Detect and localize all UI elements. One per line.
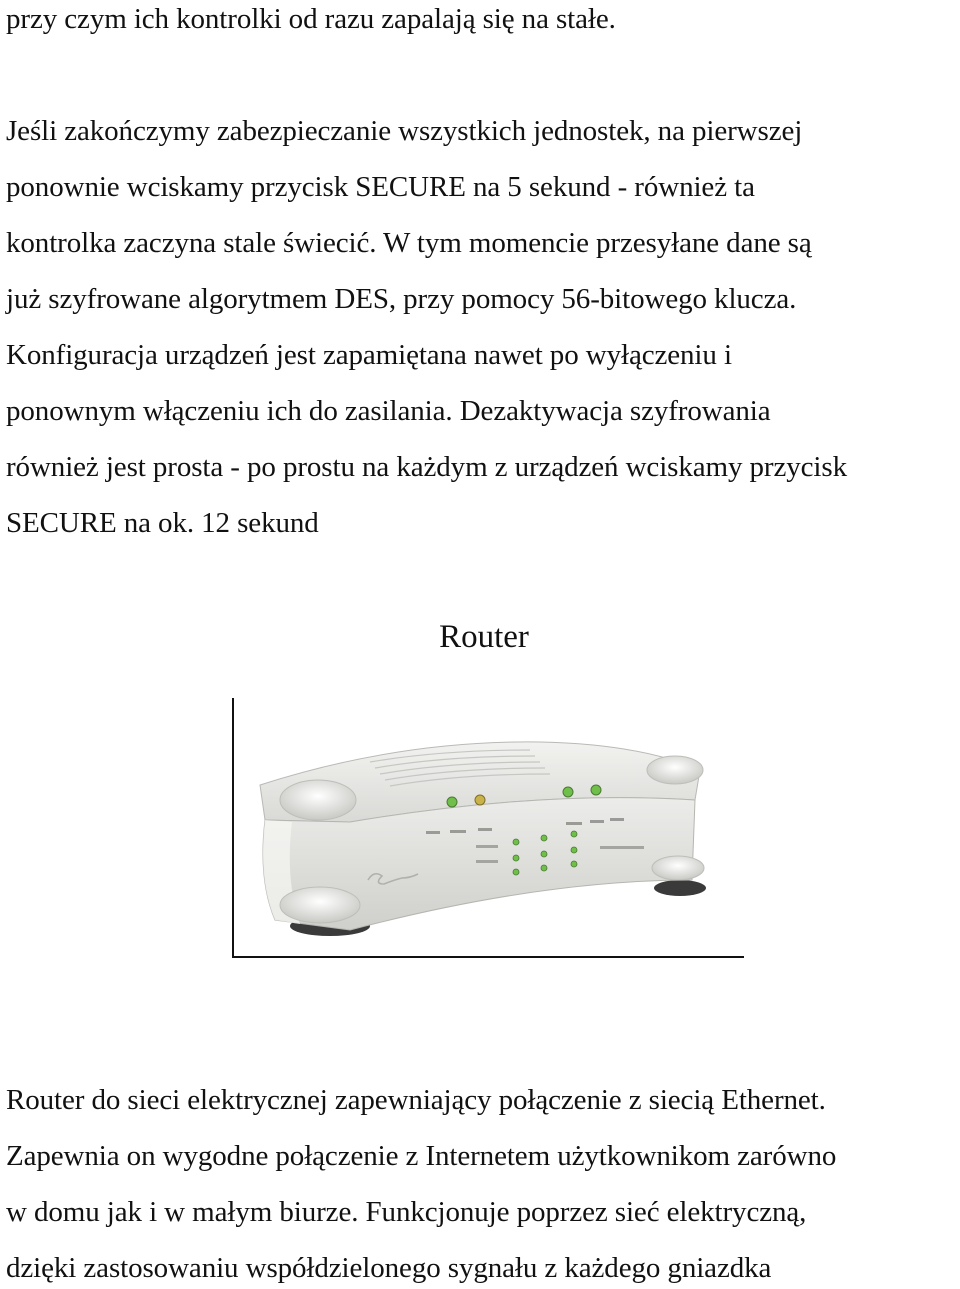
text-line: dzięki zastosowaniu współdzielonego sygnału z każdego gniazdka bbox=[6, 1252, 772, 1284]
text-line: SECURE na ok. 12 sekund bbox=[6, 507, 319, 539]
text-line: w domu jak i w małym biurze. Funkcjonuje poprzez sieć elektryczną, bbox=[6, 1196, 807, 1228]
router-image bbox=[240, 730, 720, 945]
text-line: ponownie wciskamy przycisk SECURE na 5 sekund - również ta bbox=[6, 171, 755, 203]
text-line: przy czym ich kontrolki od razu zapalają się na stałe. bbox=[6, 3, 616, 35]
text-line: również jest prosta - po prostu na każdym z urządzeń wciskamy przycisk bbox=[6, 451, 847, 483]
text-line: już szyfrowane algorytmem DES, przy pomocy 56-bitowego klucza. bbox=[6, 283, 797, 315]
text-line: Zapewnia on wygodne połączenie z Internetem użytkownikom zarówno bbox=[6, 1140, 837, 1172]
text-line: kontrolka zaczyna stale świecić. W tym momencie przesyłane dane są bbox=[6, 227, 812, 259]
text-line: Jeśli zakończymy zabezpieczanie wszystkich jednostek, na pierwszej bbox=[6, 115, 803, 147]
text-line: Konfiguracja urządzeń jest zapamiętana nawet po wyłączeniu i bbox=[6, 339, 732, 371]
figure-caption: Router bbox=[439, 619, 529, 655]
text-line: Router do sieci elektrycznej zapewniający połączenie z siecią Ethernet. bbox=[6, 1084, 826, 1116]
text-line: ponownym włączeniu ich do zasilania. Dezaktywacja szyfrowania bbox=[6, 395, 771, 427]
